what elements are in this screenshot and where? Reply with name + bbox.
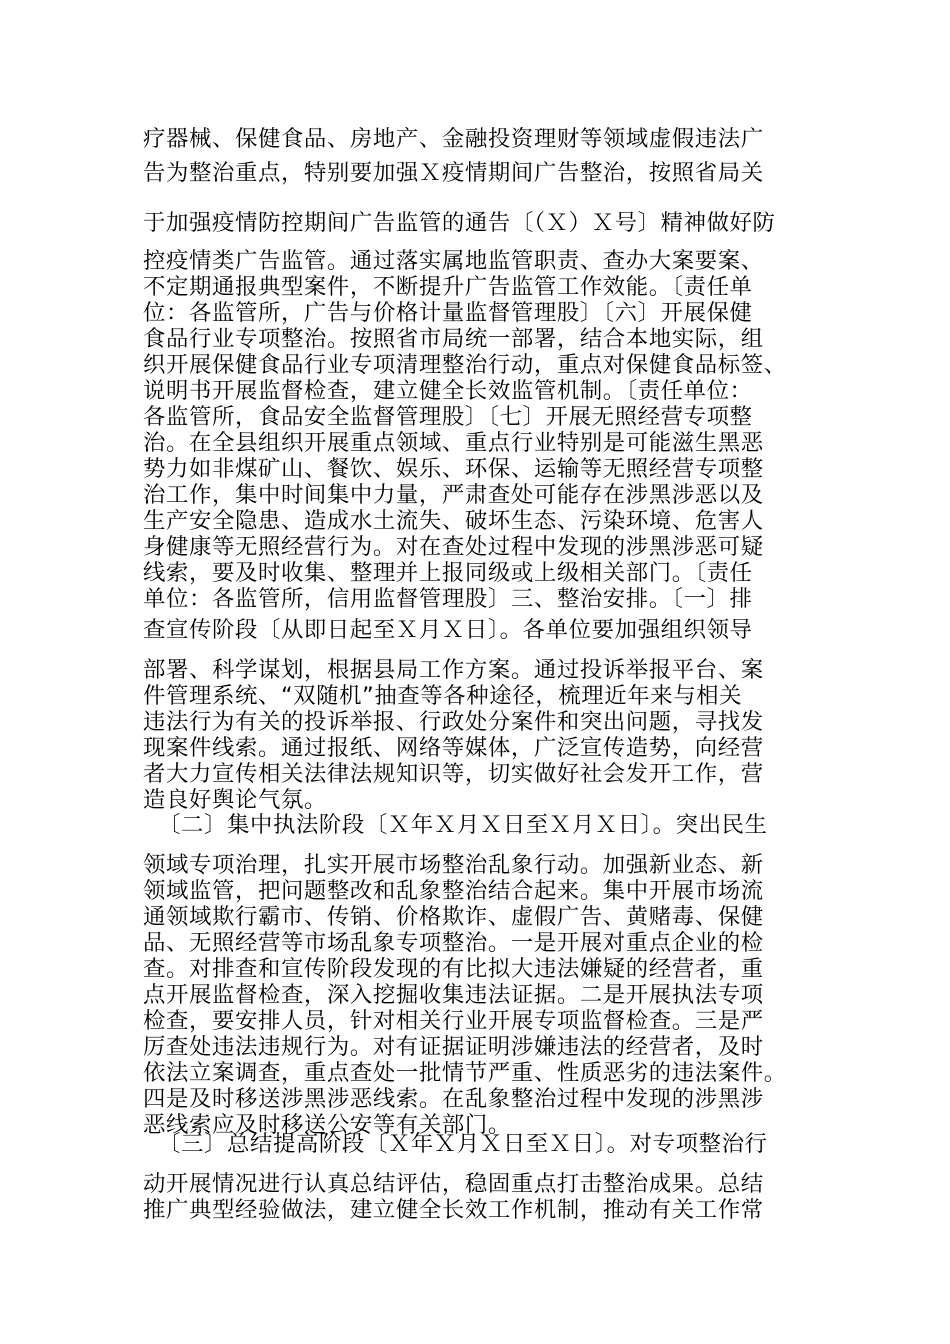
text-line: 各监管所，食品安全监督管理股〕〔七〕开展无照经营专项整	[143, 404, 753, 430]
text-line: 治工作，集中时间集中力量，严肃查处可能存在涉黑涉恶以及	[143, 482, 764, 508]
text-line: 〔二〕集中执法阶段〔Ｘ年Ｘ月Ｘ日至Ｘ月Ｘ日〕。突出民生	[158, 812, 768, 838]
text-line: 违法行为有关的投诉举报、行政处分案件和突出问题，寻找发	[143, 709, 764, 735]
text-line: 查宣传阶段〔从即日起至Ｘ月Ｘ日〕。各单位要加强组织领导	[143, 617, 753, 643]
text-line: 领域专项治理，扎实开展市场整治乱象行动。加强新业态、新	[143, 852, 764, 878]
text-line: 单位：各监管所，信用监督管理股〕三、整治安排。〔一〕排	[143, 586, 753, 612]
text-line: 造良好舆论气氛。	[143, 787, 327, 813]
text-line: 控疫情类广告监管。通过落实属地监管职责、查办大案要案、	[143, 248, 764, 274]
text-line: 厉查处违法违规行为。对有证据证明涉嫌违法的经营者，及时	[143, 1034, 764, 1060]
text-line: 身健康等无照经营行为。对在查处过程中发现的涉黑涉恶可疑	[143, 534, 764, 560]
text-line: 件管理系统、“双随机”抽查等各种途径，梳理近年来与相关	[143, 683, 743, 709]
text-line: 者大力宣传相关法律法规知识等，切实做好社会发开工作，营	[143, 761, 764, 787]
text-line: 告为整治重点，特别要加强Ｘ疫情期间广告整治，按照省局关	[143, 160, 764, 186]
text-line: 查。对排查和宣传阶段发现的有比拟大违法嫌疑的经营者，重	[143, 956, 764, 982]
text-line: 说明书开展监督检查，建立健全长效监管机制。〔责任单位：	[143, 378, 753, 404]
text-line: 推广典型经验做法，建立健全长效工作机制，推动有关工作常	[143, 1197, 764, 1223]
text-line: 于加强疫情防控期间广告监管的通告〔（Ｘ）Ｘ号〕精神做好防	[143, 210, 776, 236]
text-line: 治。在全县组织开展重点领域、重点行业特别是可能滋生黑恶	[143, 430, 764, 456]
text-line: 品、无照经营等市场乱象专项整治。一是开展对重点企业的检	[143, 930, 764, 956]
text-line: 势力如非煤矿山、餐饮、娱乐、环保、运输等无照经营专项整	[143, 456, 764, 482]
text-line: 点开展监督检查，深入挖掘收集违法证据。二是开展执法专项	[143, 982, 764, 1008]
text-line: 动开展情况进行认真总结评估，稳固重点打击整治成果。总结	[143, 1171, 764, 1197]
text-line: 不定期通报典型案件，不断提升广告监管工作效能。〔责任单	[143, 274, 753, 300]
text-line: 线索，要及时收集、整理并上报同级或上级相关部门。〔责任	[143, 560, 753, 586]
text-line: 位：各监管所，广告与价格计量监督管理股〕〔六〕开展保健	[143, 300, 753, 326]
text-line: 生产安全隐患、造成水土流失、破坏生态、污染环境、危害人	[143, 508, 764, 534]
text-line: 织开展保健食品行业专项清理整治行动，重点对保健食品标签、	[143, 352, 787, 378]
text-line: 部署、科学谋划，根据县局工作方案。通过投诉举报平台、案	[143, 657, 764, 683]
text-line: 领域监管，把问题整改和乱象整治结合起来。集中开展市场流	[143, 878, 764, 904]
text-line: 现案件线索。通过报纸、网络等媒体，广泛宣传造势，向经营	[143, 735, 764, 761]
text-line: 检查，要安排人员，针对相关行业开展专项监督检查。三是严	[143, 1008, 764, 1034]
text-line: 〔三〕总结提高阶段〔Ｘ年Ｘ月Ｘ日至Ｘ日〕。对专项整治行	[158, 1131, 768, 1157]
text-line: 四是及时移送涉黑涉恶线索。在乱象整治过程中发现的涉黑涉	[143, 1086, 764, 1112]
text-line: 疗器械、保健食品、房地产、金融投资理财等领域虚假违法广	[143, 126, 764, 152]
text-line: 依法立案调查，重点查处一批情节严重、性质恶劣的违法案件。	[143, 1060, 787, 1086]
text-line: 通领域欺行霸市、传销、价格欺诈、虚假广告、黄赌毒、保健	[143, 904, 764, 930]
text-line: 食品行业专项整治。按照省市局统一部署，结合本地实际，组	[143, 326, 764, 352]
text-line: 恶线索应及时移送公安等有关部门。	[143, 1112, 511, 1138]
